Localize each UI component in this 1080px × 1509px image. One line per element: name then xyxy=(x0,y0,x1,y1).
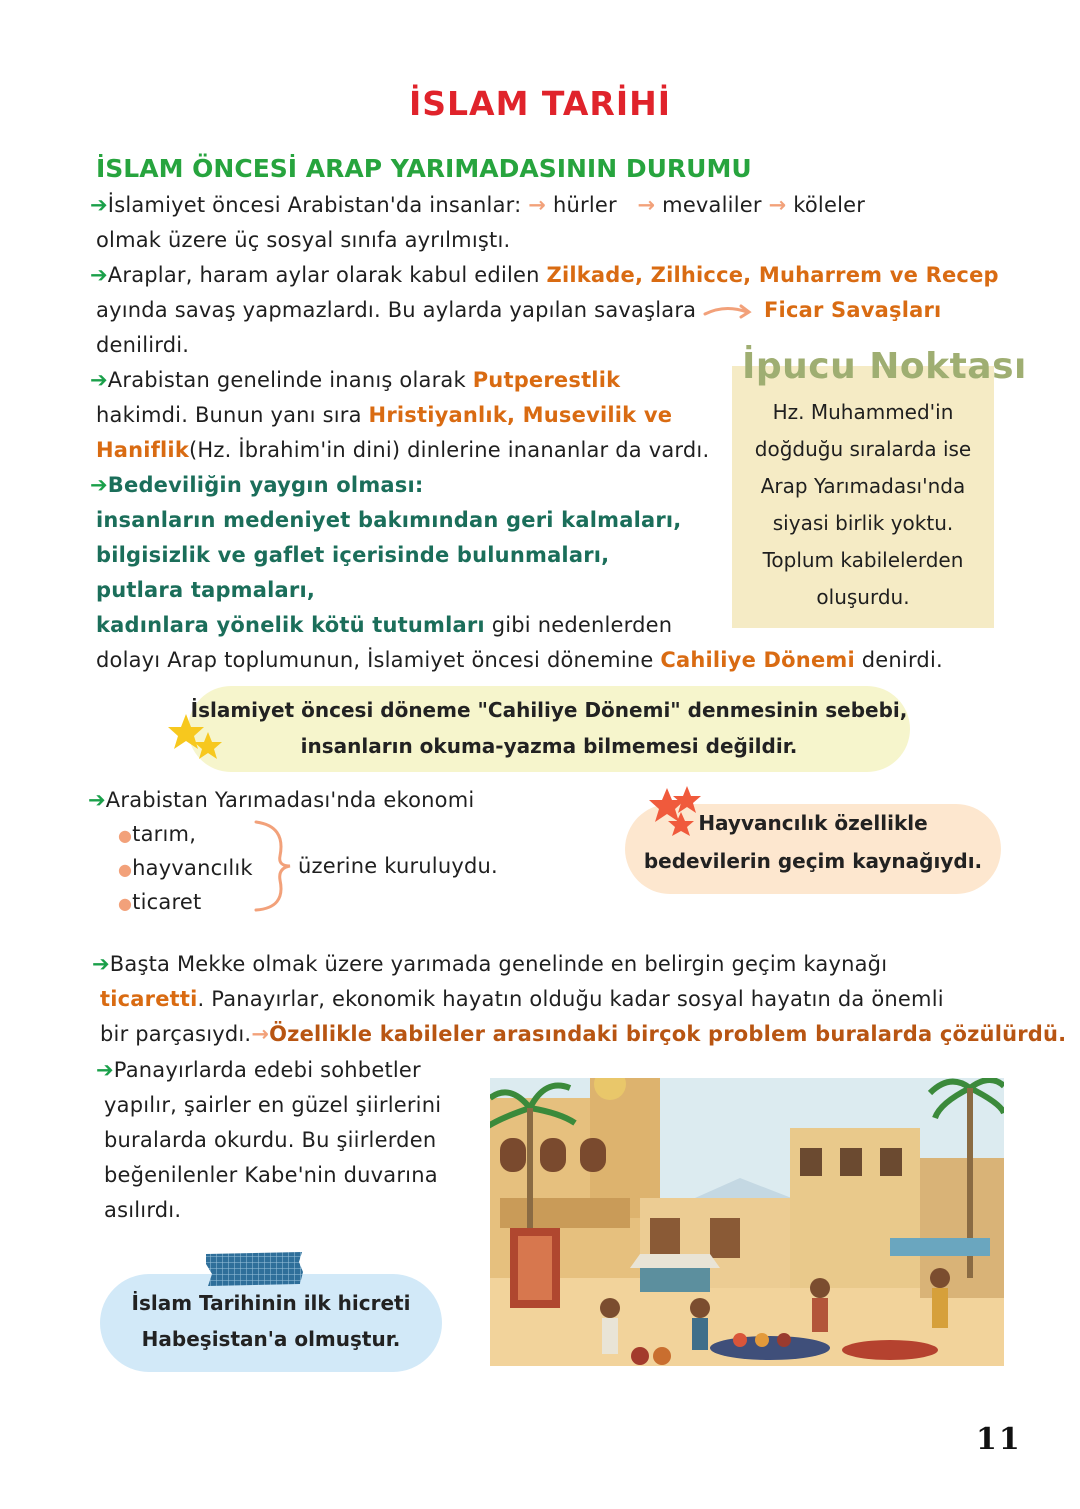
class-hurler: hürler xyxy=(552,193,617,217)
arrow-icon: ➔ xyxy=(92,952,110,976)
bullet-icon: ● xyxy=(118,894,133,913)
religions: Hristiyanlık, Musevilik ve xyxy=(368,403,673,427)
reason-item: putlara tapmaları, xyxy=(96,578,316,602)
market-illustration xyxy=(490,1078,1004,1366)
arrow-icon: ➔ xyxy=(88,788,106,812)
arrow-icon: ➔ xyxy=(90,473,108,497)
economy-item: ●tarım, xyxy=(118,822,197,846)
hijra-note: İslam Tarihinin ilk hicreti Habeşistan'a olmuştur. xyxy=(131,1291,411,1351)
cahiliye-note: İslamiyet öncesi döneme "Cahiliye Dönemi" denmesinin sebebi, insanların okuma-yazma bilmemesi değildir. xyxy=(190,698,908,758)
text-line: denilirdi. xyxy=(96,333,190,357)
poetry-line: beğenilenler Kabe'nin duvarına xyxy=(104,1163,438,1187)
economy-item: ●ticaret xyxy=(118,890,202,914)
poetry-line: yapılır, şairler en güzel şiirlerini xyxy=(104,1093,442,1117)
bullet-icon: ● xyxy=(118,860,133,879)
arrow-icon: ➔ xyxy=(90,193,108,217)
belief-line: ➔Arabistan genelinde inanış olarak Putperestlik xyxy=(90,368,621,392)
cahiliye-line: dolayı Arap toplumunun, İslamiyet öncesi dönemine Cahiliye Dönemi denirdi. xyxy=(96,648,943,672)
belief-line-2: hakimdi. Bunun yanı sıra Hristiyanlık, Musevilik ve xyxy=(96,403,673,427)
reason-item: insanların medeniyet bakımından geri kalmaları, xyxy=(96,508,682,532)
trade-line-3: bir parçasıydı.→Özellikle kabileler arasındaki birçok problem buralarda çözülürdü. xyxy=(100,1022,1067,1046)
economy-item: ●hayvancılık xyxy=(118,856,253,880)
bullet-icon: ● xyxy=(118,826,133,845)
arrow-icon: → xyxy=(637,193,656,217)
poetry-line: asılırdı. xyxy=(104,1198,182,1222)
bedevi-note: Hayvancılık özellikle bedevilerin geçim kaynağıydı. xyxy=(643,811,983,873)
bedevi-heading: ➔Bedeviliğin yaygın olması: xyxy=(90,473,424,497)
poetry-line: ➔Panayırlarda edebi sohbetler xyxy=(96,1058,421,1082)
haniflik: Haniflik xyxy=(96,438,189,462)
brace-icon xyxy=(250,818,296,914)
class-koleler: köleler xyxy=(793,193,866,217)
page-title: İSLAM TARİHİ xyxy=(408,84,671,123)
ficar-wars: Ficar Savaşları xyxy=(764,298,942,322)
ficar-line: ayında savaş yapmazlardı. Bu aylarda yapılan savaşlara Ficar Savaşları xyxy=(96,298,942,322)
tip-text: Hz. Muhammed'in doğduğu sıralarda ise Arap Yarımadası'nda siyasi birlik yoktu. Toplum kabilelerden oluşurdu. xyxy=(754,400,972,609)
page-number: 11 xyxy=(976,1422,1022,1457)
economy-suffix: üzerine kuruluydu. xyxy=(298,854,498,878)
ticaret-term: ticaretti xyxy=(100,987,198,1011)
tape-icon xyxy=(204,1250,304,1288)
arrow-icon: → xyxy=(528,193,547,217)
trade-line: ➔Başta Mekke olmak üzere yarımada genelinde en belirgin geçim kaynağı xyxy=(92,952,888,976)
reason-item: bilgisizlik ve gaflet içerisinde bulunmaları, xyxy=(96,543,610,567)
curved-arrow-icon xyxy=(703,301,757,321)
haram-months: Zilkade, Zilhicce, Muharrem ve Recep xyxy=(546,263,999,287)
trade-line-2: ticaretti. Panayırlar, ekonomik hayatın olduğu kadar sosyal hayatın da önemli xyxy=(100,987,944,1011)
problem-solving: Özellikle kabileler arasındaki birçok problem buralarda çözülürdü. xyxy=(269,1022,1067,1046)
text-line: olmak üzere üç sosyal sınıfa ayrılmıştı. xyxy=(96,228,511,252)
economy-heading: ➔Arabistan Yarımadası'nda ekonomi xyxy=(88,788,475,812)
belief-line-3: Haniflik(Hz. İbrahim'in dini) dinlerine inananlar da vardı. xyxy=(96,438,710,462)
curved-arrow-icon: → xyxy=(251,1022,270,1046)
class-mevaliler: mevaliler xyxy=(662,193,762,217)
section-subtitle: İSLAM ÖNCESİ ARAP YARIMADASININ DURUMU xyxy=(96,154,752,183)
putperestlik: Putperestlik xyxy=(472,368,621,392)
poetry-line: buralarda okurdu. Bu şiirlerden xyxy=(104,1128,437,1152)
reason-item: kadınlara yönelik kötü tutumları gibi nedenlerden xyxy=(96,613,673,637)
arrow-icon: ➔ xyxy=(90,368,108,392)
tip-title: İpucu Noktası xyxy=(742,346,1027,387)
arrow-icon: ➔ xyxy=(96,1058,114,1082)
social-classes-line: ➔İslamiyet öncesi Arabistan'da insanlar: → hürler → mevaliler → köleler xyxy=(90,193,866,217)
arrow-icon: ➔ xyxy=(90,263,108,287)
haram-months-line: ➔Araplar, haram aylar olarak kabul edilen Zilkade, Zilhicce, Muharrem ve Recep xyxy=(90,263,999,287)
cahiliye-term: Cahiliye Dönemi xyxy=(660,648,855,672)
arrow-icon: → xyxy=(768,193,787,217)
